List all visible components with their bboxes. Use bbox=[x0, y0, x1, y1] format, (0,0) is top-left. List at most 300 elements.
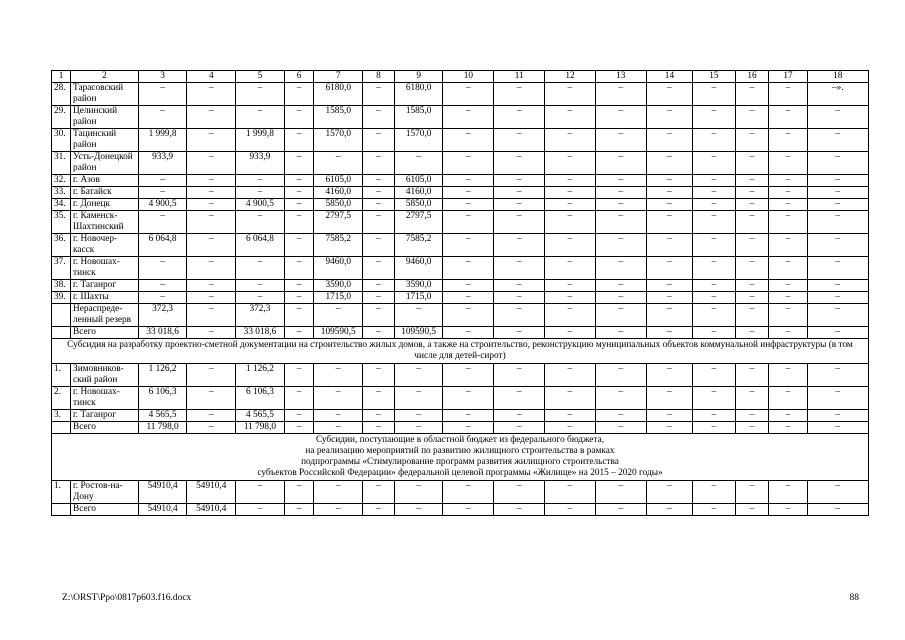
amount-cell: – bbox=[735, 364, 769, 387]
amount-cell: 933,9 bbox=[236, 152, 285, 175]
amount-cell: – bbox=[138, 257, 187, 280]
amount-cell: – bbox=[363, 410, 395, 422]
municipality-name: г. Новочер-касск bbox=[71, 234, 139, 257]
amount-cell: – bbox=[545, 234, 596, 257]
amount-cell: – bbox=[187, 257, 236, 280]
amount-cell: – bbox=[807, 175, 868, 187]
amount-cell: – bbox=[545, 211, 596, 234]
table-row bbox=[52, 504, 869, 516]
amount-cell: – bbox=[443, 175, 494, 187]
row-number: 37. bbox=[52, 257, 71, 280]
amount-cell: – bbox=[394, 304, 443, 327]
amount-cell: – bbox=[363, 481, 395, 504]
amount-cell: – bbox=[284, 327, 314, 339]
amount-cell: – bbox=[769, 106, 807, 129]
amount-cell: – bbox=[769, 327, 807, 339]
amount-cell: – bbox=[646, 280, 693, 292]
amount-cell: – bbox=[187, 234, 236, 257]
amount-cell: – bbox=[646, 257, 693, 280]
amount-cell: – bbox=[735, 387, 769, 410]
amount-cell: – bbox=[545, 152, 596, 175]
amount-cell: – bbox=[807, 211, 868, 234]
table-row bbox=[52, 280, 869, 292]
amount-cell: – bbox=[807, 199, 868, 211]
amount-cell: – bbox=[769, 175, 807, 187]
amount-cell: – bbox=[595, 187, 646, 199]
column-number: 17 bbox=[769, 71, 807, 83]
amount-cell: – bbox=[595, 422, 646, 434]
amount-cell: – bbox=[769, 304, 807, 327]
amount-cell: – bbox=[769, 83, 807, 106]
amount-cell: – bbox=[769, 481, 807, 504]
amount-cell: – bbox=[769, 504, 807, 516]
table-row bbox=[52, 234, 869, 257]
amount-cell: – bbox=[443, 234, 494, 257]
amount-cell: – bbox=[363, 364, 395, 387]
amount-cell: – bbox=[646, 364, 693, 387]
amount-cell: 6 106,3 bbox=[138, 387, 187, 410]
amount-cell: – bbox=[363, 152, 395, 175]
amount-cell: 6105,0 bbox=[314, 175, 363, 187]
amount-cell: – bbox=[595, 280, 646, 292]
amount-cell: – bbox=[394, 422, 443, 434]
row-number: 35. bbox=[52, 211, 71, 234]
amount-cell: 1715,0 bbox=[314, 292, 363, 304]
amount-cell: – bbox=[807, 422, 868, 434]
amount-cell: – bbox=[314, 387, 363, 410]
amount-cell: – bbox=[494, 364, 545, 387]
amount-cell: – bbox=[807, 327, 868, 339]
amount-cell: – bbox=[494, 327, 545, 339]
municipality-name: Целинский район bbox=[71, 106, 139, 129]
column-number: 10 bbox=[443, 71, 494, 83]
amount-cell: – bbox=[236, 504, 285, 516]
row-number: 28. bbox=[52, 83, 71, 106]
amount-cell: – bbox=[187, 187, 236, 199]
table-row bbox=[52, 481, 869, 504]
column-number: 9 bbox=[394, 71, 443, 83]
amount-cell: – bbox=[545, 280, 596, 292]
amount-cell: – bbox=[236, 211, 285, 234]
amount-cell: 4 900,5 bbox=[236, 199, 285, 211]
row-number: 32. bbox=[52, 175, 71, 187]
row-number: 31. bbox=[52, 152, 71, 175]
amount-cell: – bbox=[807, 292, 868, 304]
amount-cell: – bbox=[735, 280, 769, 292]
amount-cell: – bbox=[284, 175, 314, 187]
amount-cell: – bbox=[236, 187, 285, 199]
amount-cell: – bbox=[494, 187, 545, 199]
amount-cell: – bbox=[363, 199, 395, 211]
amount-cell: – bbox=[284, 422, 314, 434]
amount-cell: – bbox=[363, 327, 395, 339]
amount-cell: – bbox=[693, 410, 735, 422]
amount-cell: – bbox=[363, 387, 395, 410]
amount-cell: – bbox=[284, 129, 314, 152]
amount-cell: – bbox=[646, 504, 693, 516]
amount-cell: – bbox=[595, 481, 646, 504]
amount-cell: – bbox=[693, 152, 735, 175]
amount-cell: – bbox=[769, 187, 807, 199]
amount-cell: – bbox=[595, 234, 646, 257]
amount-cell: – bbox=[693, 280, 735, 292]
amount-cell: – bbox=[693, 234, 735, 257]
section-title bbox=[52, 434, 869, 481]
amount-cell: 6 106,3 bbox=[236, 387, 285, 410]
budget-table bbox=[51, 70, 869, 516]
amount-cell: – bbox=[494, 175, 545, 187]
amount-cell: 9460,0 bbox=[314, 257, 363, 280]
amount-cell: – bbox=[545, 292, 596, 304]
amount-cell: – bbox=[807, 187, 868, 199]
amount-cell: – bbox=[494, 504, 545, 516]
amount-cell: – bbox=[735, 504, 769, 516]
amount-cell: – bbox=[314, 504, 363, 516]
amount-cell: – bbox=[735, 292, 769, 304]
amount-cell: – bbox=[595, 364, 646, 387]
table-body bbox=[52, 71, 869, 516]
amount-cell: – bbox=[394, 410, 443, 422]
row-number: 1. bbox=[52, 364, 71, 387]
amount-cell: – bbox=[646, 106, 693, 129]
amount-cell: – bbox=[236, 481, 285, 504]
column-number: 5 bbox=[236, 71, 285, 83]
amount-cell: – bbox=[138, 280, 187, 292]
amount-cell: – bbox=[494, 292, 545, 304]
table-row bbox=[52, 364, 869, 387]
amount-cell: – bbox=[363, 234, 395, 257]
amount-cell: – bbox=[735, 106, 769, 129]
amount-cell: – bbox=[693, 175, 735, 187]
row-number bbox=[52, 422, 71, 434]
amount-cell: – bbox=[394, 504, 443, 516]
column-number: 7 bbox=[314, 71, 363, 83]
amount-cell: – bbox=[646, 327, 693, 339]
amount-cell: – bbox=[646, 234, 693, 257]
amount-cell: – bbox=[545, 106, 596, 129]
amount-cell: – bbox=[545, 257, 596, 280]
amount-cell: – bbox=[769, 364, 807, 387]
amount-cell: – bbox=[443, 292, 494, 304]
amount-cell: – bbox=[363, 280, 395, 292]
amount-cell: – bbox=[494, 152, 545, 175]
table-row bbox=[52, 152, 869, 175]
amount-cell: – bbox=[646, 129, 693, 152]
amount-cell: 7585,2 bbox=[314, 234, 363, 257]
amount-cell: – bbox=[595, 327, 646, 339]
amount-cell: – bbox=[363, 292, 395, 304]
amount-cell: 6 064,8 bbox=[138, 234, 187, 257]
amount-cell: – bbox=[693, 257, 735, 280]
amount-cell: 11 798,0 bbox=[236, 422, 285, 434]
amount-cell: – bbox=[443, 83, 494, 106]
amount-cell: – bbox=[443, 199, 494, 211]
row-number: 3. bbox=[52, 410, 71, 422]
amount-cell: – bbox=[769, 280, 807, 292]
amount-cell: – bbox=[646, 83, 693, 106]
column-number: 3 bbox=[138, 71, 187, 83]
amount-cell: – bbox=[236, 292, 285, 304]
amount-cell: 372,3 bbox=[236, 304, 285, 327]
amount-cell: – bbox=[494, 422, 545, 434]
amount-cell: – bbox=[284, 257, 314, 280]
amount-cell: – bbox=[363, 211, 395, 234]
amount-cell: – bbox=[284, 152, 314, 175]
amount-cell: – bbox=[735, 211, 769, 234]
amount-cell: – bbox=[443, 106, 494, 129]
amount-cell: – bbox=[646, 292, 693, 304]
table-row bbox=[52, 387, 869, 410]
amount-cell: – bbox=[545, 129, 596, 152]
amount-cell: 2797,5 bbox=[394, 211, 443, 234]
amount-cell: – bbox=[769, 129, 807, 152]
municipality-name: Всего bbox=[71, 422, 139, 434]
amount-cell: – bbox=[443, 304, 494, 327]
amount-cell: – bbox=[769, 257, 807, 280]
amount-cell: – bbox=[735, 257, 769, 280]
amount-cell: – bbox=[545, 504, 596, 516]
amount-cell: – bbox=[284, 504, 314, 516]
amount-cell: – bbox=[363, 304, 395, 327]
amount-cell: – bbox=[807, 481, 868, 504]
amount-cell: – bbox=[236, 83, 285, 106]
table-row bbox=[52, 199, 869, 211]
amount-cell: – bbox=[494, 129, 545, 152]
amount-cell: – bbox=[646, 387, 693, 410]
amount-cell: – bbox=[693, 199, 735, 211]
amount-cell: 54910,4 bbox=[187, 504, 236, 516]
amount-cell: 3590,0 bbox=[314, 280, 363, 292]
amount-cell: 4160,0 bbox=[394, 187, 443, 199]
municipality-name: г. Новошах-тинск bbox=[71, 257, 139, 280]
amount-cell: – bbox=[138, 106, 187, 129]
amount-cell: – bbox=[545, 199, 596, 211]
amount-cell: – bbox=[595, 199, 646, 211]
amount-cell: – bbox=[443, 280, 494, 292]
section-title-line: подпрограммы «Стимулирование программ развития жилищного строительства bbox=[301, 457, 619, 467]
amount-cell: – bbox=[595, 292, 646, 304]
amount-cell: – bbox=[494, 211, 545, 234]
municipality-name: Всего bbox=[71, 327, 139, 339]
amount-cell: – bbox=[545, 422, 596, 434]
section-title-row bbox=[52, 434, 869, 481]
column-number: 4 bbox=[187, 71, 236, 83]
amount-cell: – bbox=[646, 175, 693, 187]
amount-cell: 6180,0 bbox=[394, 83, 443, 106]
amount-cell: – bbox=[363, 175, 395, 187]
amount-cell: – bbox=[646, 211, 693, 234]
footer-file-path: Z:\ORST\Ppo\0817p603.f16.docx bbox=[62, 593, 192, 603]
amount-cell: – bbox=[187, 83, 236, 106]
amount-cell: –». bbox=[807, 83, 868, 106]
amount-cell: – bbox=[187, 129, 236, 152]
amount-cell: 933,9 bbox=[138, 152, 187, 175]
column-number: 8 bbox=[363, 71, 395, 83]
row-number: 29. bbox=[52, 106, 71, 129]
amount-cell: – bbox=[394, 387, 443, 410]
amount-cell: – bbox=[494, 234, 545, 257]
amount-cell: – bbox=[545, 387, 596, 410]
footer-page-number: 88 bbox=[849, 593, 859, 603]
amount-cell: – bbox=[314, 152, 363, 175]
amount-cell: – bbox=[187, 106, 236, 129]
amount-cell: – bbox=[807, 387, 868, 410]
column-number: 1 bbox=[52, 71, 71, 83]
row-number bbox=[52, 327, 71, 339]
amount-cell: – bbox=[443, 187, 494, 199]
amount-cell: – bbox=[494, 257, 545, 280]
amount-cell: – bbox=[494, 410, 545, 422]
amount-cell: 1570,0 bbox=[314, 129, 363, 152]
amount-cell: 1 126,2 bbox=[138, 364, 187, 387]
amount-cell: – bbox=[187, 152, 236, 175]
amount-cell: – bbox=[284, 187, 314, 199]
municipality-name: Всего bbox=[71, 504, 139, 516]
municipality-name: г. Батайск bbox=[71, 187, 139, 199]
amount-cell: – bbox=[735, 152, 769, 175]
municipality-name: г. Азов bbox=[71, 175, 139, 187]
municipality-name: Нераспреде-ленный резерв bbox=[71, 304, 139, 327]
amount-cell: 4160,0 bbox=[314, 187, 363, 199]
section-title-line: субъектов Российской Федерации» федеральной целевой программы «Жилище» на 2015 – 2020 годы» bbox=[257, 468, 663, 478]
amount-cell: 6105,0 bbox=[394, 175, 443, 187]
amount-cell: – bbox=[284, 211, 314, 234]
amount-cell: – bbox=[735, 422, 769, 434]
amount-cell: – bbox=[693, 129, 735, 152]
amount-cell: – bbox=[545, 187, 596, 199]
amount-cell: – bbox=[138, 211, 187, 234]
amount-cell: – bbox=[735, 327, 769, 339]
section-title-line: на реализацию мероприятий по развитию жилищного строительства в рамках bbox=[305, 446, 615, 456]
amount-cell: – bbox=[769, 199, 807, 211]
amount-cell: – bbox=[735, 234, 769, 257]
amount-cell: – bbox=[735, 410, 769, 422]
amount-cell: – bbox=[284, 410, 314, 422]
table-row bbox=[52, 187, 869, 199]
amount-cell: – bbox=[595, 106, 646, 129]
amount-cell: – bbox=[769, 387, 807, 410]
municipality-name: г. Новошах-тинск bbox=[71, 387, 139, 410]
amount-cell: – bbox=[735, 187, 769, 199]
municipality-name: г. Таганрог bbox=[71, 280, 139, 292]
amount-cell: – bbox=[443, 410, 494, 422]
amount-cell: – bbox=[443, 257, 494, 280]
amount-cell: – bbox=[187, 211, 236, 234]
amount-cell: – bbox=[693, 304, 735, 327]
amount-cell: – bbox=[314, 422, 363, 434]
amount-cell: – bbox=[494, 280, 545, 292]
row-number: 33. bbox=[52, 187, 71, 199]
amount-cell: – bbox=[187, 304, 236, 327]
amount-cell: – bbox=[769, 422, 807, 434]
row-number: 38. bbox=[52, 280, 71, 292]
amount-cell: – bbox=[284, 234, 314, 257]
amount-cell: – bbox=[769, 410, 807, 422]
amount-cell: – bbox=[769, 152, 807, 175]
amount-cell: – bbox=[646, 187, 693, 199]
amount-cell: – bbox=[363, 257, 395, 280]
amount-cell: – bbox=[284, 83, 314, 106]
amount-cell: – bbox=[545, 304, 596, 327]
amount-cell: 33 018,6 bbox=[236, 327, 285, 339]
amount-cell: – bbox=[284, 280, 314, 292]
table-row bbox=[52, 304, 869, 327]
amount-cell: – bbox=[363, 422, 395, 434]
column-number: 18 bbox=[807, 71, 868, 83]
amount-cell: – bbox=[735, 199, 769, 211]
amount-cell: 1 999,8 bbox=[236, 129, 285, 152]
amount-cell: – bbox=[443, 364, 494, 387]
column-number: 13 bbox=[595, 71, 646, 83]
amount-cell: – bbox=[187, 175, 236, 187]
amount-cell: – bbox=[138, 83, 187, 106]
amount-cell: – bbox=[236, 257, 285, 280]
amount-cell: – bbox=[236, 280, 285, 292]
municipality-name: Усть-Донецкой район bbox=[71, 152, 139, 175]
amount-cell: – bbox=[314, 304, 363, 327]
amount-cell: 4 565,5 bbox=[138, 410, 187, 422]
amount-cell: – bbox=[284, 292, 314, 304]
column-number: 15 bbox=[693, 71, 735, 83]
amount-cell: – bbox=[443, 387, 494, 410]
amount-cell: – bbox=[394, 481, 443, 504]
amount-cell: – bbox=[646, 152, 693, 175]
amount-cell: – bbox=[494, 199, 545, 211]
amount-cell: – bbox=[284, 387, 314, 410]
row-number: 30. bbox=[52, 129, 71, 152]
table-row bbox=[52, 410, 869, 422]
amount-cell: – bbox=[443, 504, 494, 516]
amount-cell: – bbox=[138, 292, 187, 304]
amount-cell: 9460,0 bbox=[394, 257, 443, 280]
amount-cell: – bbox=[443, 422, 494, 434]
amount-cell: 2797,5 bbox=[314, 211, 363, 234]
amount-cell: – bbox=[394, 152, 443, 175]
amount-cell: – bbox=[284, 481, 314, 504]
amount-cell: – bbox=[187, 387, 236, 410]
amount-cell: 1585,0 bbox=[314, 106, 363, 129]
column-number: 16 bbox=[735, 71, 769, 83]
amount-cell: – bbox=[807, 257, 868, 280]
municipality-name: г. Таганрог bbox=[71, 410, 139, 422]
amount-cell: – bbox=[595, 504, 646, 516]
table-row bbox=[52, 211, 869, 234]
amount-cell: 1570,0 bbox=[394, 129, 443, 152]
table-row bbox=[52, 175, 869, 187]
amount-cell: – bbox=[646, 304, 693, 327]
amount-cell: – bbox=[595, 83, 646, 106]
amount-cell: – bbox=[187, 422, 236, 434]
amount-cell: – bbox=[646, 410, 693, 422]
amount-cell: – bbox=[595, 175, 646, 187]
amount-cell: – bbox=[236, 175, 285, 187]
amount-cell: – bbox=[693, 504, 735, 516]
municipality-name: г. Шахты bbox=[71, 292, 139, 304]
amount-cell: 1585,0 bbox=[394, 106, 443, 129]
amount-cell: – bbox=[807, 129, 868, 152]
municipality-name: Тарасовский район bbox=[71, 83, 139, 106]
amount-cell: 5850,0 bbox=[314, 199, 363, 211]
amount-cell: – bbox=[138, 187, 187, 199]
amount-cell: – bbox=[646, 422, 693, 434]
amount-cell: – bbox=[595, 152, 646, 175]
amount-cell: – bbox=[138, 175, 187, 187]
column-number: 6 bbox=[284, 71, 314, 83]
municipality-name: Тацинский район bbox=[71, 129, 139, 152]
amount-cell: – bbox=[735, 175, 769, 187]
municipality-name: Зимовников-ский район bbox=[71, 364, 139, 387]
table-row bbox=[52, 327, 869, 339]
